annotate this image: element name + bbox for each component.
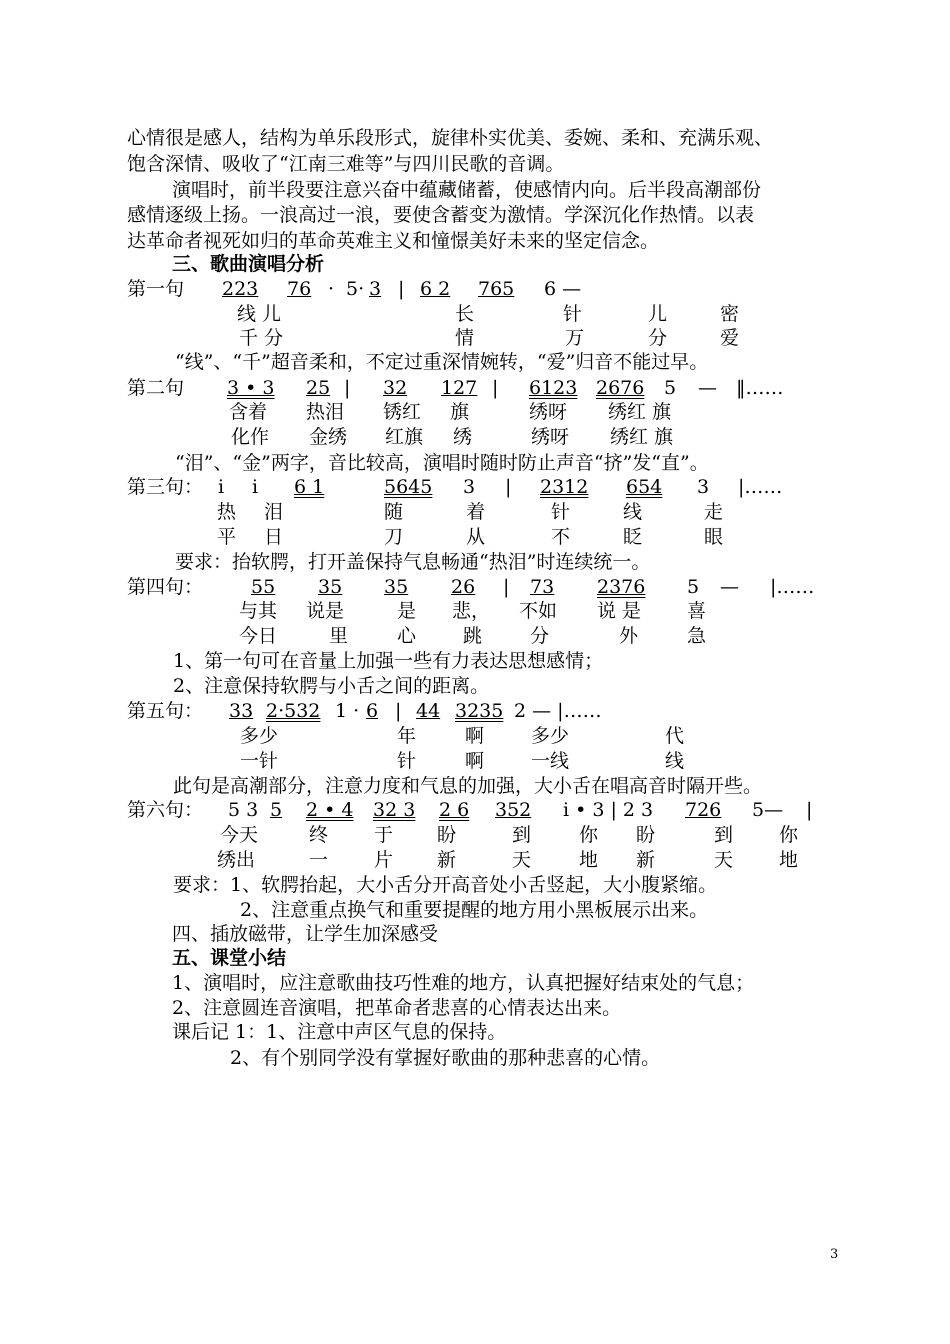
- lyric: 热泪: [306, 401, 345, 423]
- notation: 2376: [597, 576, 646, 598]
- lyric: 一针: [240, 750, 279, 772]
- notation: 33: [229, 700, 254, 722]
- lyric: 与其: [239, 600, 278, 622]
- paragraph-line: 达革命者视死如归的革命英难主义和憧憬美好未来的坚定信念。: [127, 230, 660, 252]
- notation: 35: [318, 576, 343, 598]
- section-heading: 五、课堂小结: [172, 947, 287, 969]
- lyric: 喜: [687, 600, 707, 622]
- notation: 2·532: [266, 700, 321, 722]
- lyric: 今日: [239, 625, 278, 647]
- lyric: 到: [714, 824, 734, 846]
- lyric: 天: [512, 849, 532, 871]
- lyric: 密: [720, 303, 740, 325]
- notation: 2 — |……: [514, 700, 602, 722]
- lyric: 你: [579, 824, 599, 846]
- notation: 127: [441, 377, 478, 399]
- lyric: 心: [397, 625, 417, 647]
- sentence-label: 第六句：: [127, 799, 204, 821]
- notation: 223: [222, 278, 259, 300]
- lyric: 啊: [465, 750, 485, 772]
- notation: |: [395, 700, 402, 722]
- lyric: 儿: [648, 303, 668, 325]
- lyric: 日: [264, 526, 284, 548]
- lyric: 悲，: [452, 600, 491, 622]
- lyric: 到: [512, 824, 532, 846]
- notation: 352: [495, 799, 532, 821]
- lyric: 线 儿: [237, 303, 282, 325]
- notation: 6 1: [294, 476, 325, 498]
- notation: 654: [626, 476, 663, 498]
- notation: |……: [738, 476, 783, 498]
- sentence-label: 第三句：: [127, 476, 204, 498]
- notation: 3235: [455, 700, 504, 722]
- notation: i • 3 | 2 3: [563, 799, 654, 821]
- lyric: 泪: [264, 501, 284, 523]
- notation: 6123: [529, 377, 578, 399]
- lyric: 说 是: [597, 600, 642, 622]
- lyric: 旗: [450, 401, 470, 423]
- notation: |: [398, 278, 405, 300]
- lyric: 热: [217, 501, 237, 523]
- sentence-note: 1、第一句可在音量上加强一些有力表达思想感情；: [173, 650, 604, 672]
- lyric: 针: [397, 750, 417, 772]
- lyric: 红旗: [385, 426, 424, 448]
- page-number: 3: [830, 1247, 839, 1262]
- lyric: 片: [374, 849, 394, 871]
- lyric: 新: [437, 849, 457, 871]
- sentence-label: 第四句：: [127, 576, 204, 598]
- lyric: 于: [374, 824, 394, 846]
- lyric: 今天: [220, 824, 259, 846]
- paragraph-line: 演唱时，前半段要注意兴奋中蕴藏储蓄，使感情内向。后半段高潮部份: [172, 179, 762, 201]
- lyric: 眨: [623, 526, 643, 548]
- lyric: 绣红 旗: [610, 426, 674, 448]
- notation: ‖……: [736, 377, 784, 399]
- sentence-note: 2、注意保持软腭与小舌之间的距离。: [173, 675, 490, 697]
- lyric: 不: [551, 526, 571, 548]
- lyric: 走: [704, 501, 724, 523]
- lyric: 啊: [465, 725, 485, 747]
- sentence-note: “线”、“千”超音柔和，不定过重深情婉转，“爱”归音不能过早。: [175, 351, 709, 373]
- notation: 44: [416, 700, 441, 722]
- notation: |: [505, 476, 512, 498]
- lyric: 绣呀: [529, 401, 568, 423]
- lyric: 地: [779, 849, 799, 871]
- paragraph-line: 感情逐级上扬。一浪高过一浪，要使含蓄变为激情。学深沉化作热情。以表: [127, 204, 755, 226]
- notation: ·: [328, 278, 335, 300]
- notation: 32: [383, 377, 408, 399]
- notation: 726: [685, 799, 722, 821]
- lyric: 年: [397, 725, 417, 747]
- notation: 5: [664, 377, 677, 399]
- notation: 3: [697, 476, 710, 498]
- sentence-note: 要求：抬软腭，打开盖保持气息畅通“热泪”时连续统一。: [175, 551, 651, 573]
- lyric: 不如: [519, 600, 558, 622]
- notation: 5: [270, 799, 283, 821]
- lyric: 外: [619, 625, 639, 647]
- requirement-note: 2、注意重点换气和重要提醒的地方用小黑板展示出来。: [240, 899, 709, 921]
- lyric: 跳: [463, 625, 483, 647]
- lyric: 绣红 旗: [608, 401, 672, 423]
- lyric: 一: [309, 849, 329, 871]
- lyric: 爱: [720, 327, 740, 349]
- notation: 5: [687, 576, 700, 598]
- paragraph-line: 2、注意圆连音演唱，把革命者悲喜的心情表达出来。: [172, 997, 622, 1019]
- notation: 32 3: [373, 799, 416, 821]
- notation: 6: [366, 700, 379, 722]
- notation: |: [492, 377, 499, 399]
- paragraph-line: 2、有个别同学没有掌握好歌曲的那种悲喜的心情。: [230, 1047, 661, 1069]
- lyric: 盼: [437, 824, 457, 846]
- lyric: 眼: [704, 526, 724, 548]
- notation: 35: [384, 576, 409, 598]
- lyric: 盼: [636, 824, 656, 846]
- paragraph-line: 1、演唱时，应注意歌曲技巧性难的地方，认真把握好结束处的气息；: [172, 972, 755, 994]
- lyric: 化作: [231, 426, 270, 448]
- paragraph-line: 心情很是感人，结构为单乐段形式，旋律朴实优美、委婉、柔和、充满乐观、: [127, 127, 774, 149]
- paragraph-line: 课后记 1：1、注意中声区气息的保持。: [172, 1021, 507, 1043]
- lyric: 急: [687, 625, 707, 647]
- lyric: 新: [636, 849, 656, 871]
- notation: 6 2: [420, 278, 451, 300]
- notation: 3: [369, 278, 382, 300]
- notation: 1 ·: [335, 700, 360, 722]
- lyric: 随: [384, 501, 404, 523]
- lyric: 线: [665, 750, 685, 772]
- lyric: 平: [217, 526, 237, 548]
- lyric: 含着: [229, 401, 268, 423]
- lyric: 你: [779, 824, 799, 846]
- section-heading: 三、歌曲演唱分析: [172, 253, 325, 275]
- sentence-note: “泪”、“金”两字，音比较高，演唱时随时防止声音“挤”发“直”。: [175, 452, 709, 474]
- notation: 25: [306, 377, 331, 399]
- notation: 73: [530, 576, 555, 598]
- notation: i: [218, 476, 225, 498]
- lyric: 一线: [531, 750, 570, 772]
- notation: 26: [451, 576, 476, 598]
- notation: 2676: [596, 377, 645, 399]
- lyric: 地: [579, 849, 599, 871]
- notation: 2 • 4: [306, 799, 354, 821]
- lyric: 金绣: [309, 426, 348, 448]
- paragraph-line: 四、插放磁带，让学生加深感受: [172, 923, 439, 945]
- lyric: 针: [563, 303, 583, 325]
- lyric: 万: [565, 327, 585, 349]
- lyric: 绣出: [217, 849, 256, 871]
- paragraph-line: 饱含深情、吸收了“江南三难等”与四川民歌的音调。: [127, 153, 565, 175]
- sentence-label: 第二句: [127, 377, 185, 399]
- notation: —: [720, 576, 739, 598]
- sentence-note: 此句是高潮部分，注意力度和气息的加强，大小舌在唱高音时隔开些。: [173, 775, 763, 797]
- sentence-label: 第五句：: [127, 700, 204, 722]
- notation: |……: [770, 576, 815, 598]
- notation: 5·: [346, 278, 365, 300]
- notation: 2 6: [439, 799, 470, 821]
- lyric: 多少: [240, 725, 279, 747]
- notation: |: [503, 576, 510, 598]
- notation: 6 —: [544, 278, 582, 300]
- notation: 55: [251, 576, 276, 598]
- notation: 5645: [384, 476, 433, 498]
- lyric: 天: [714, 849, 734, 871]
- notation: —: [698, 377, 717, 399]
- lyric: 终: [309, 824, 329, 846]
- lyric: 里: [329, 625, 349, 647]
- lyric: 着: [466, 501, 486, 523]
- sentence-label: 第一句: [127, 278, 185, 300]
- lyric: 代: [665, 725, 685, 747]
- notation: 5—: [752, 799, 784, 821]
- lyric: 千 分: [239, 327, 284, 349]
- lyric: 多少: [531, 725, 570, 747]
- notation: 5 3: [228, 799, 259, 821]
- lyric: 情: [455, 327, 475, 349]
- notation: 3 • 3: [227, 377, 275, 399]
- lyric: 针: [551, 501, 571, 523]
- lyric: 是: [397, 600, 417, 622]
- lyric: 绣: [453, 426, 473, 448]
- requirement-note: 要求：1、软腭抬起，大小舌分开高音处小舌竖起，大小腹紧缩。: [173, 874, 718, 896]
- lyric: 分: [648, 327, 668, 349]
- notation: 76: [287, 278, 312, 300]
- notation: 765: [478, 278, 515, 300]
- notation: |: [344, 377, 351, 399]
- notation: |: [806, 799, 813, 821]
- lyric: 线: [623, 501, 643, 523]
- lyric: 分: [530, 625, 550, 647]
- lyric: 说是: [306, 600, 345, 622]
- lyric: 从: [466, 526, 486, 548]
- notation: 2312: [540, 476, 589, 498]
- lyric: 锈红: [383, 401, 422, 423]
- lyric: 长: [455, 303, 475, 325]
- lyric: 刀: [384, 526, 404, 548]
- lyric: 绣呀: [531, 426, 570, 448]
- notation: 3: [463, 476, 476, 498]
- notation: i: [252, 476, 259, 498]
